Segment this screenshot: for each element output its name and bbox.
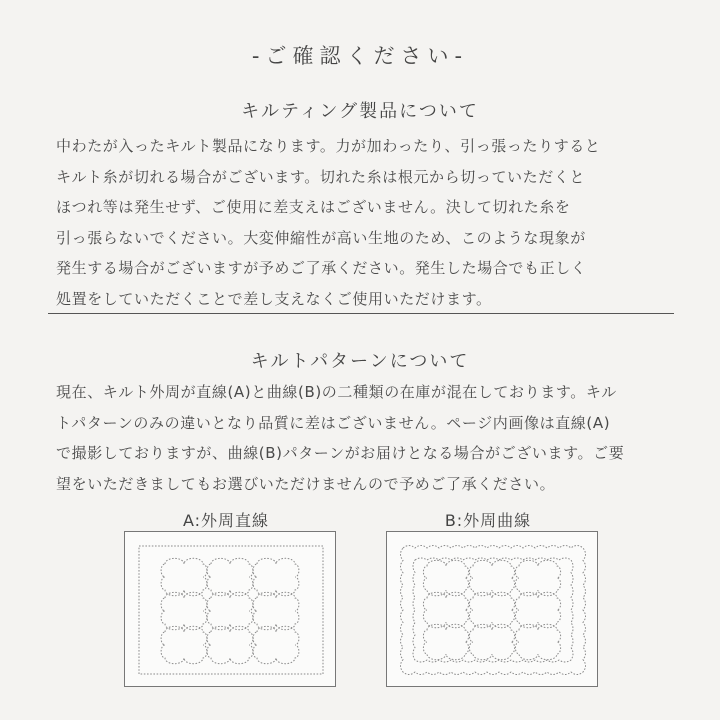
pattern-a-quilt-illustration [124, 531, 336, 687]
section1-line: 中わたが入ったキルト製品になります。力が加わったり、引っ張ったりすると [56, 137, 601, 155]
quilt-cell [423, 560, 468, 595]
section1-body [56, 131, 668, 314]
section2-line: トパターンのみの違いとなり品質に差はございません。ページ内画像は直線(A) [56, 413, 611, 432]
quilt-cell [423, 624, 468, 659]
quilt-cell [469, 592, 514, 627]
section1-line: 処置をしていただくことで差し支えなくご使用いただけます。 [56, 289, 492, 308]
section2-line: で撮影しておりますが、曲線(B)パターンがお届けとなる場合がございます。ご要 [56, 444, 625, 462]
page-title: -ご確認ください- [251, 44, 469, 68]
section2-line: 望をいただきましてもお選びいただけませんので予めご了承ください。 [56, 474, 556, 493]
section1-line: 引っ張らないでください。大変伸縮性が高い生地のため、このような現象が [56, 228, 586, 247]
quilt-cell [161, 592, 207, 629]
quilt-cell [515, 624, 560, 659]
section1-line: キルト糸が切れる場合がございます。切れた糸は根元から切っていただくと [56, 167, 586, 186]
quilt-outer-border [139, 546, 323, 674]
quilt-cell [469, 560, 514, 595]
section1-line: 発生する場合がございますが予めご了承ください。発生した場合でも正しく [56, 259, 587, 277]
section-divider [48, 313, 674, 314]
quilt-cell [161, 558, 207, 595]
section1-line: ほつれ等は発生せず、ご使用に差支えはございません。決して切れた糸を [56, 198, 571, 216]
quilt-cell [207, 626, 253, 663]
quilt-cell [253, 626, 299, 663]
quilt-cell [161, 626, 207, 663]
quilt-inner-border [413, 558, 573, 662]
quilt-cell [207, 558, 253, 595]
quilt-cell [515, 560, 560, 595]
pattern-b-quilt-illustration [386, 531, 598, 687]
section2-body [56, 377, 668, 499]
section2-heading: キルトパターンについて [250, 351, 470, 372]
straight-edge-quilt-drawing [125, 532, 337, 688]
pattern-b-label: B:外周曲線 [444, 511, 532, 530]
quilt-cell [469, 624, 514, 659]
quilt-cell [253, 558, 299, 595]
section2-line: 現在、キルト外周が直線(A)と曲線(B)の二種類の在庫が混在しております。キル [56, 383, 617, 401]
quilt-cell [515, 592, 560, 627]
pattern-a-label: A:外周直線 [182, 511, 270, 530]
quilt-cell [207, 592, 253, 629]
quilt-cell [253, 592, 299, 629]
quilt-cell [423, 592, 468, 627]
section1-heading: キルティング製品について [241, 101, 479, 122]
curved-edge-quilt-drawing [387, 532, 599, 688]
